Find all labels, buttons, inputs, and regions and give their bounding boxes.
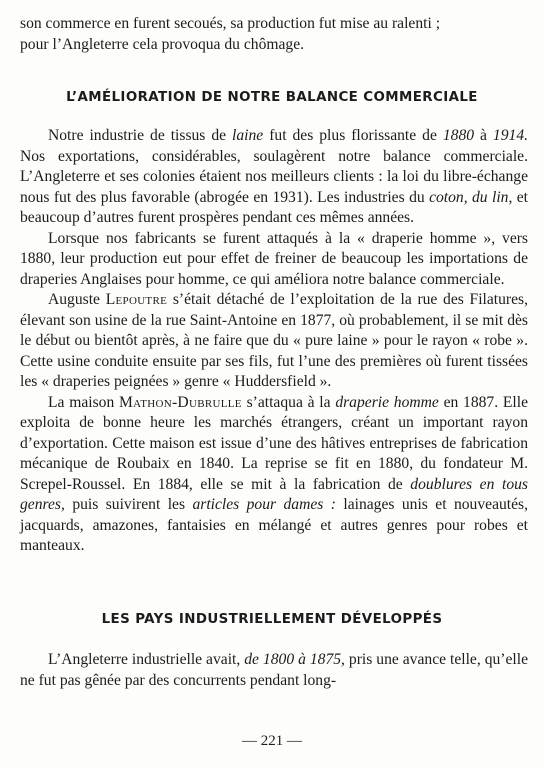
italic-run: de 1800 à 1875, <box>244 651 345 668</box>
text-run: Notre industrie de tissus de <box>48 127 233 144</box>
text-run: à <box>474 127 493 144</box>
text-run: fut des plus florissante de <box>263 127 443 144</box>
italic-run: draperie homme <box>335 393 439 411</box>
italic-run: doublures en tous genres, <box>20 475 528 513</box>
section-heading-pays: LES PAYS INDUSTRIELLEMENT DÉVELOPPÉS <box>101 612 443 627</box>
italic-run: articles pour dames : <box>192 496 336 513</box>
paragraph-lepoutre <box>20 290 528 393</box>
text-run: L’Angleterre industrielle avait, <box>48 651 245 668</box>
section-body-pays <box>20 650 528 691</box>
paragraph-laine <box>20 126 528 229</box>
text-run: s’attaqua à la <box>241 393 336 411</box>
company-name: Mathon-Dubrulle <box>119 393 242 411</box>
paragraph-mathon-dubrulle <box>20 393 528 557</box>
italic-year: 1914. <box>492 127 529 144</box>
intro-line-1: son commerce en furent secoués, sa production fut mise au ralenti ; <box>20 15 441 32</box>
person-name: Lepoutre <box>105 291 168 308</box>
intro-paragraph <box>20 14 528 55</box>
section-heading-balance: L’AMÉLIORATION DE NOTRE BALANCE COMMERCIALE <box>66 90 478 105</box>
paragraph-draperie-homme: Lorsque nos fabricants se furent attaqués à la « draperie homme », vers 1880, leur production eut pour effet de freiner de beaucoup les importations de draperies Anglaises pour homme, ce qui améliora notre balance commerciale. <box>20 229 528 288</box>
text-run: pris une avance telle, qu’elle ne fut pas gênée par des concurrents pendant long- <box>20 651 529 689</box>
text-run: puis suivirent les <box>64 496 193 513</box>
italic-run: coton, du lin, <box>429 188 513 206</box>
section-body-balance <box>20 126 528 557</box>
text-run: Nos exportations, considérables, soulagèrent notre balance commerciale. L’Angleterre et ses colonies étaient nos meilleurs clients : la loi du libre-échange nous fut des plus favorable (abrogée en 1931). Les industries du <box>20 147 528 206</box>
text-run: en 1887. Elle exploita de bonne heure les marchés étrangers, créant un important rayon d’exportation. Cette maison est issue d’une des hâtives entreprises de fabrication mécanique de Roubaix en 1840. La reprise se fit en 1880, du fondateur M. Screpel-Roussel. En 1884, elle se mit à la fabrication de <box>20 393 528 493</box>
text-run: lainages unis et nouveautés, jacquards, amazones, fantaisies en mélangé et autres genres pour robes et manteaux. <box>20 496 529 554</box>
intro-line-2: pour l’Angleterre cela provoqua du chômage. <box>20 35 305 53</box>
text-run: s’était détaché de l’exploitation de la rue des Filatures, élevant son usine de la rue Saint-Antoine en 1877, où probablement, il se mit dès le début ou bientôt après, à ne faire que du « pure laine » pour le rayon « robe ». Cette usine conduite ensuite par ses fils, fut l’une des premières où furent tissées les « draperies peignées » genre « Huddersfield ». <box>20 291 529 390</box>
italic-year: 1880 <box>442 127 475 144</box>
text-run: Auguste <box>48 291 106 308</box>
paragraph-angleterre <box>20 650 528 691</box>
page-number: — 221 — <box>242 733 302 749</box>
text-run: La maison <box>48 393 119 411</box>
text-run: et beaucoup d’autres furent prospères pendant ces mêmes années. <box>20 188 529 226</box>
italic-run: laine <box>232 127 264 144</box>
